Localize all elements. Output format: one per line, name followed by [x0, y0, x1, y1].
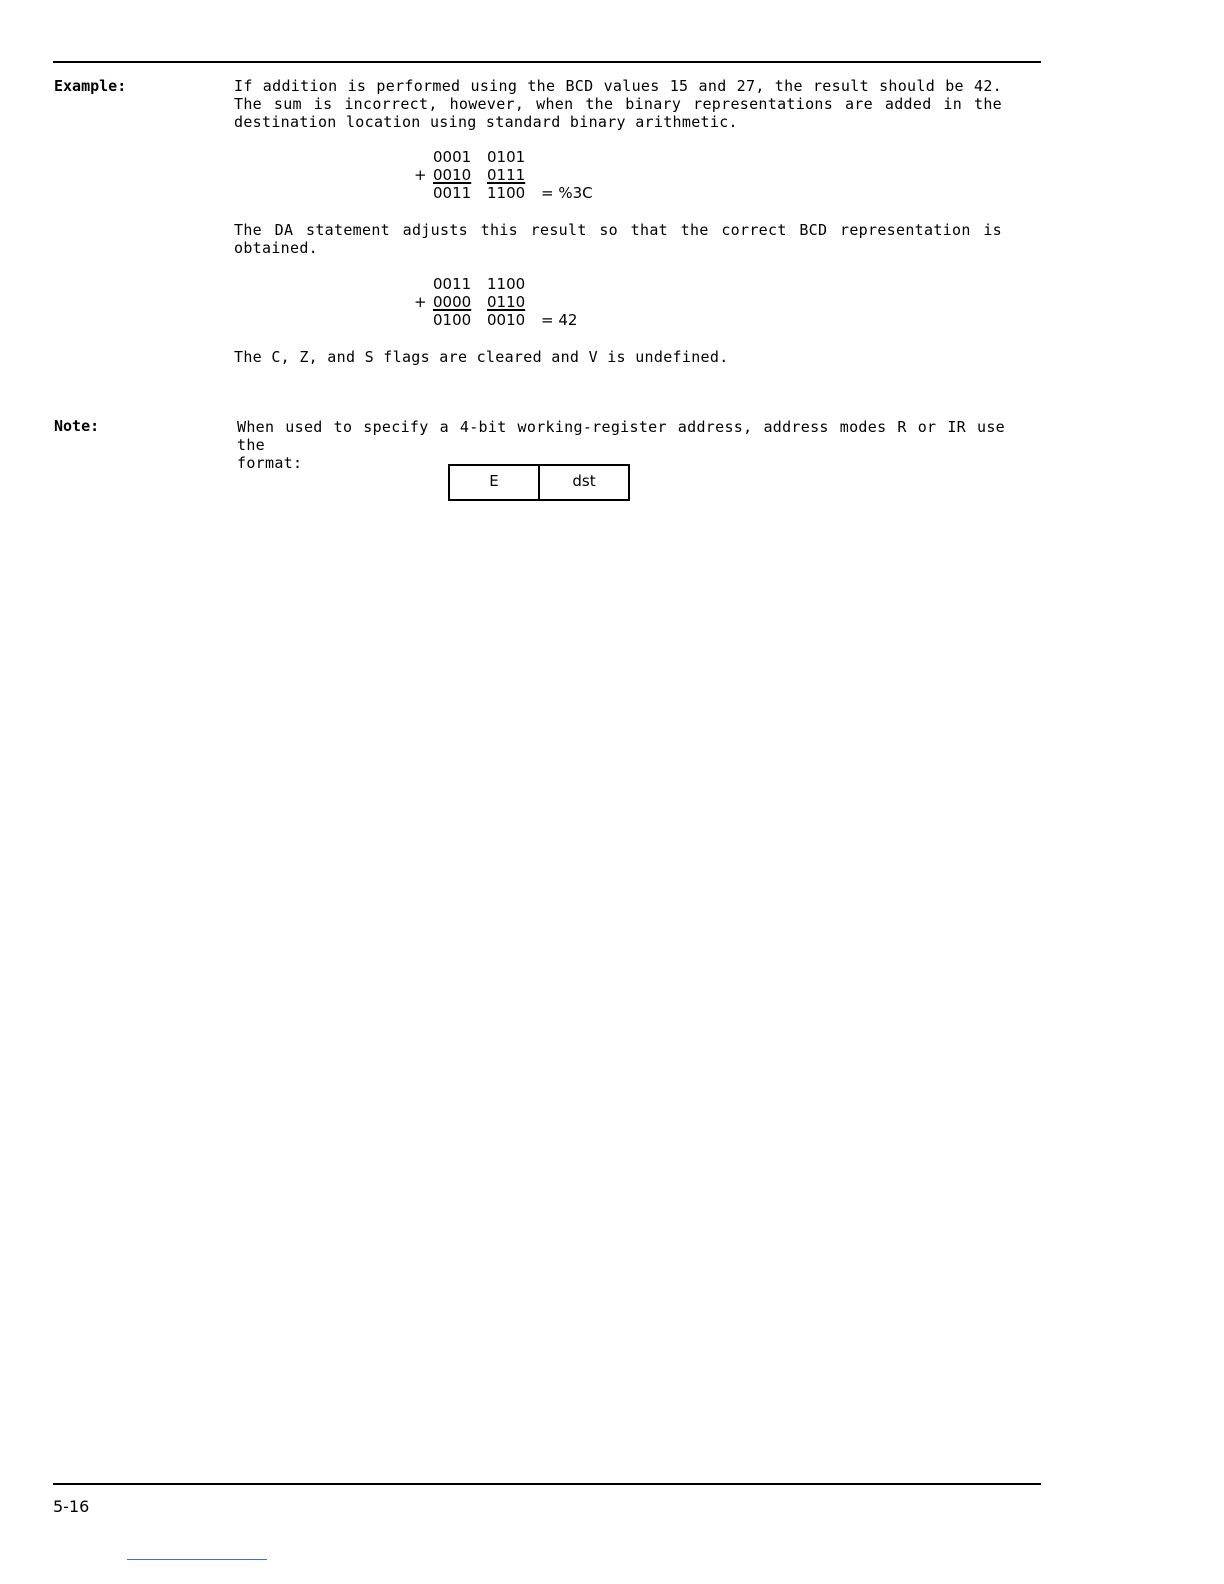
note-line: When used to specify a 4-bit working-register address, address modes R or IR use the	[237, 418, 1005, 454]
example-adjust-line: The DA statement adjusts this result so that the correct BCD representation is	[234, 221, 1002, 239]
calc-equals: = %3C	[541, 184, 593, 202]
calc-value: 0000	[433, 293, 472, 311]
example-adjust-paragraph	[234, 221, 1002, 257]
example-adjust-line: obtained.	[234, 239, 318, 257]
note-line: format:	[237, 454, 303, 472]
calc-value: 0001	[433, 148, 472, 166]
example-intro-paragraph	[234, 77, 1002, 131]
calc-equals: = 42	[541, 311, 578, 329]
decorative-blue-line	[127, 1559, 267, 1560]
register-format-diagram	[448, 464, 630, 501]
calc-value: 1100	[487, 275, 526, 293]
top-rule	[53, 61, 1041, 63]
calc-result-value: 0010	[487, 311, 526, 329]
calc-value: 0010	[433, 166, 472, 184]
calc-value: 0101	[487, 148, 526, 166]
page-number: 5-16	[53, 1497, 90, 1516]
format-cell-opcode: E	[489, 472, 499, 490]
calc-result-value: 0011	[433, 184, 472, 202]
plus-sign: +	[414, 166, 427, 184]
calc-result-value: 1100	[487, 184, 526, 202]
example-intro-line: The sum is incorrect, however, when the binary representations are added in the	[234, 95, 1002, 113]
plus-sign: +	[414, 293, 427, 311]
flags-paragraph	[234, 348, 1002, 366]
note-label: Note:	[54, 417, 100, 435]
example-label: Example:	[54, 77, 127, 95]
calc-result-value: 0100	[433, 311, 472, 329]
flags-line: The C, Z, and S flags are cleared and V is undefined.	[234, 348, 729, 366]
calc-value: 0110	[487, 293, 526, 311]
bottom-rule	[53, 1483, 1041, 1485]
calc-value: 0011	[433, 275, 472, 293]
example-intro-line: destination location using standard binary arithmetic.	[234, 113, 738, 131]
format-cell-dst: dst	[538, 466, 628, 499]
calc-value: 0111	[487, 166, 526, 184]
example-intro-line: If addition is performed using the BCD values 15 and 27, the result should be 42.	[234, 77, 1002, 95]
